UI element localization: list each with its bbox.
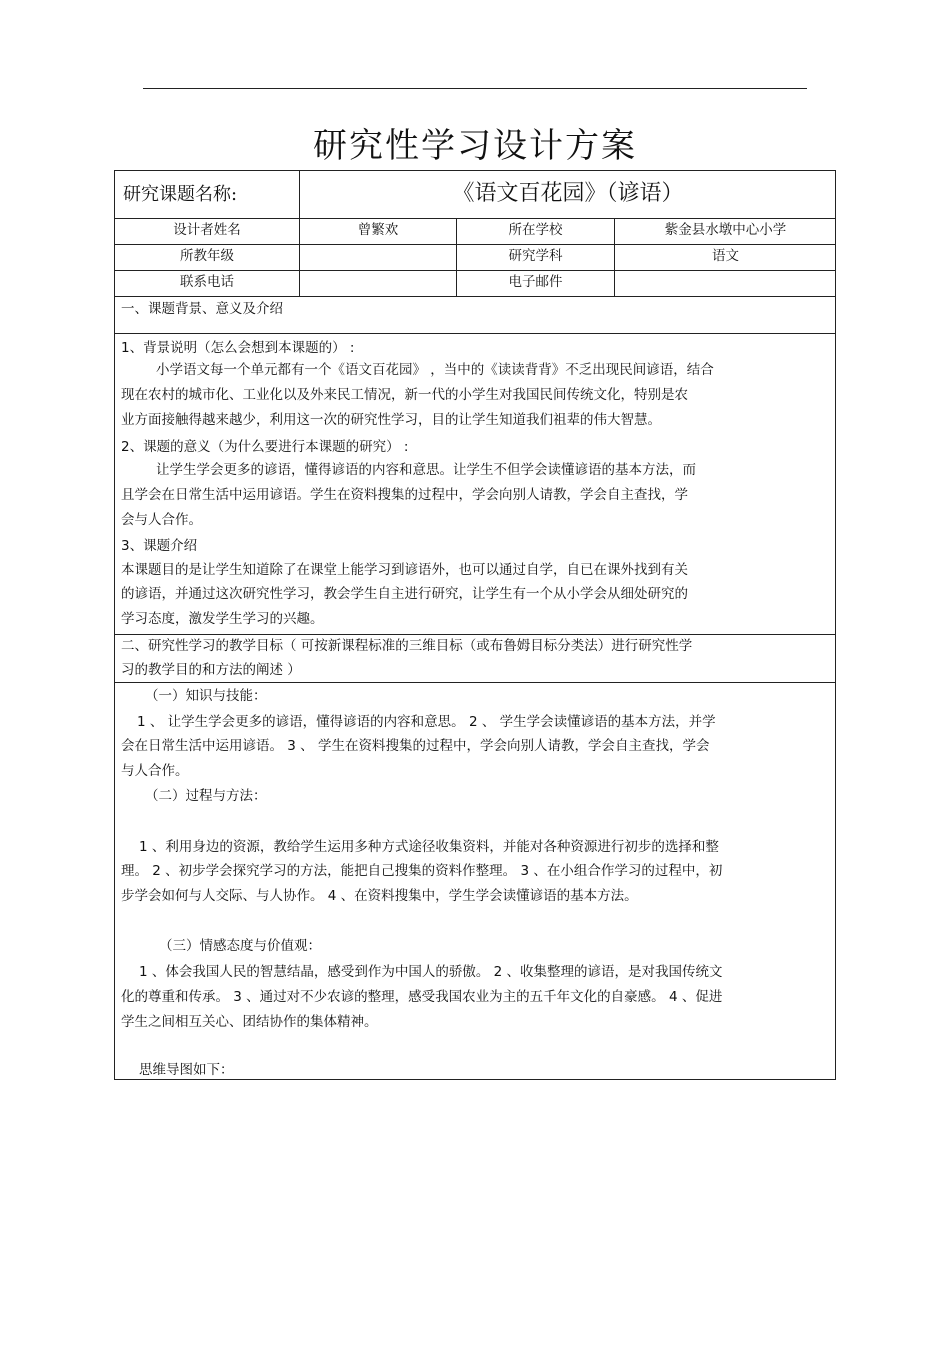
process-line: 理。 2 、初步学会探究学习的方法，能把自己搜集的资料作整理。 3 、在小组合作学习的过程中，初 — [121, 863, 723, 879]
plan-table — [114, 170, 836, 1080]
meaning-line: 会与人合作。 — [121, 512, 202, 528]
row-divider — [115, 270, 835, 271]
school-value: 紫金县水墩中心小学 — [664, 222, 787, 238]
mindmap-label: 思维导图如下： — [139, 1062, 234, 1078]
topic-name: 《语文百花园》（谚语） — [452, 181, 684, 206]
meaning-line: 且学会在日常生活中运用谚语。学生在资料搜集的过程中，学会向别人请教，学会自主查找，学 — [121, 487, 688, 503]
knowledge-line: 与人合作。 — [121, 763, 189, 779]
knowledge-line: 1 、 让学生学会更多的谚语，懂得谚语的内容和意思。 2 、 学生学会读懂谚语的基本方法，并学 — [137, 714, 716, 730]
section1-heading: 一、课题背景、意义及介绍 — [121, 301, 283, 317]
emotion-title: （三）情感态度与价值观： — [159, 938, 321, 954]
topic-label: 研究课题名称: — [123, 184, 238, 205]
background-line: 小学语文每一个单元都有一个《语文百花园》 ，当中的《读读背背》不乏出现民间谚语，结合 — [156, 362, 714, 378]
process-line: 1 、利用身边的资源，教给学生运用多种方式途径收集资料，并能对各种资源进行初步的选择和整 — [139, 839, 719, 855]
process-line: 步学会如何与人交际、与人协作。 4 、在资料搜集中，学生学会读懂谚语的基本方法。 — [121, 888, 638, 904]
row-divider — [115, 244, 835, 245]
section2-heading: 习的教学目的和方法的阐述 ） — [121, 662, 301, 678]
header-rule — [143, 88, 807, 89]
row-divider — [115, 218, 835, 219]
section2-heading: 二、研究性学习的教学目标（ 可按新课程标准的三维目标（或布鲁姆目标分类法）进行研究性学 — [121, 638, 693, 654]
intro-title: 3、课题介绍 — [121, 538, 198, 554]
phone-label: 联系电话 — [180, 274, 234, 290]
knowledge-line: 会在日常生活中运用谚语。 3 、 学生在资料搜集的过程中，学会向别人请教，学会自主查找，学会 — [121, 738, 710, 754]
row-divider — [115, 634, 835, 635]
emotion-line: 1 、体会我国人民的智慧结晶，感受到作为中国人的骄傲。 2 、收集整理的谚语，是对我国传统文 — [139, 964, 723, 980]
designer-label: 设计者姓名 — [173, 222, 241, 238]
process-title: （二）过程与方法： — [145, 788, 267, 804]
emotion-line: 化的尊重和传承。 3 、通过对不少农谚的整理，感受我国农业为主的五千年文化的自豪感。 4 、促进 — [121, 989, 723, 1005]
knowledge-title: （一）知识与技能： — [145, 688, 267, 704]
meaning-line: 让学生学会更多的谚语，懂得谚语的内容和意思。让学生不但学会读懂谚语的基本方法，而 — [156, 462, 696, 478]
subject-label: 研究学科 — [508, 248, 563, 264]
row-divider — [115, 333, 835, 334]
row-divider — [115, 296, 835, 297]
page-title: 研究性学习设计方案 — [313, 126, 637, 166]
background-title: 1、背景说明（怎么会想到本课题的） : — [121, 340, 355, 356]
intro-line: 本课题目的是让学生知道除了在课堂上能学习到谚语外，也可以通过自学，自已在课外找到有关 — [121, 562, 688, 578]
email-label: 电子邮件 — [508, 274, 563, 290]
background-line: 业方面接触得越来越少，利用这一次的研究性学习，目的让学生知道我们祖辈的伟大智慧。 — [121, 412, 661, 428]
intro-line: 学习态度，激发学生学习的兴趣。 — [121, 611, 324, 627]
intro-line: 的谚语，并通过这次研究性学习，教会学生自主进行研究，让学生有一个从小学会从细处研究的 — [121, 586, 688, 602]
row-divider — [115, 682, 835, 683]
grade-label: 所教年级 — [180, 248, 234, 264]
meaning-title: 2、课题的意义（为什么要进行本课题的研究） : — [121, 439, 409, 455]
background-line: 现在农村的城市化、工业化以及外来民工情况，新一代的小学生对我国民间传统文化，特别是农 — [121, 387, 688, 403]
emotion-line: 学生之间相互关心、团结协作的集体精神。 — [121, 1014, 378, 1030]
designer-value: 曾繁欢 — [357, 222, 399, 238]
subject-value: 语文 — [712, 248, 739, 264]
school-label: 所在学校 — [508, 222, 563, 238]
